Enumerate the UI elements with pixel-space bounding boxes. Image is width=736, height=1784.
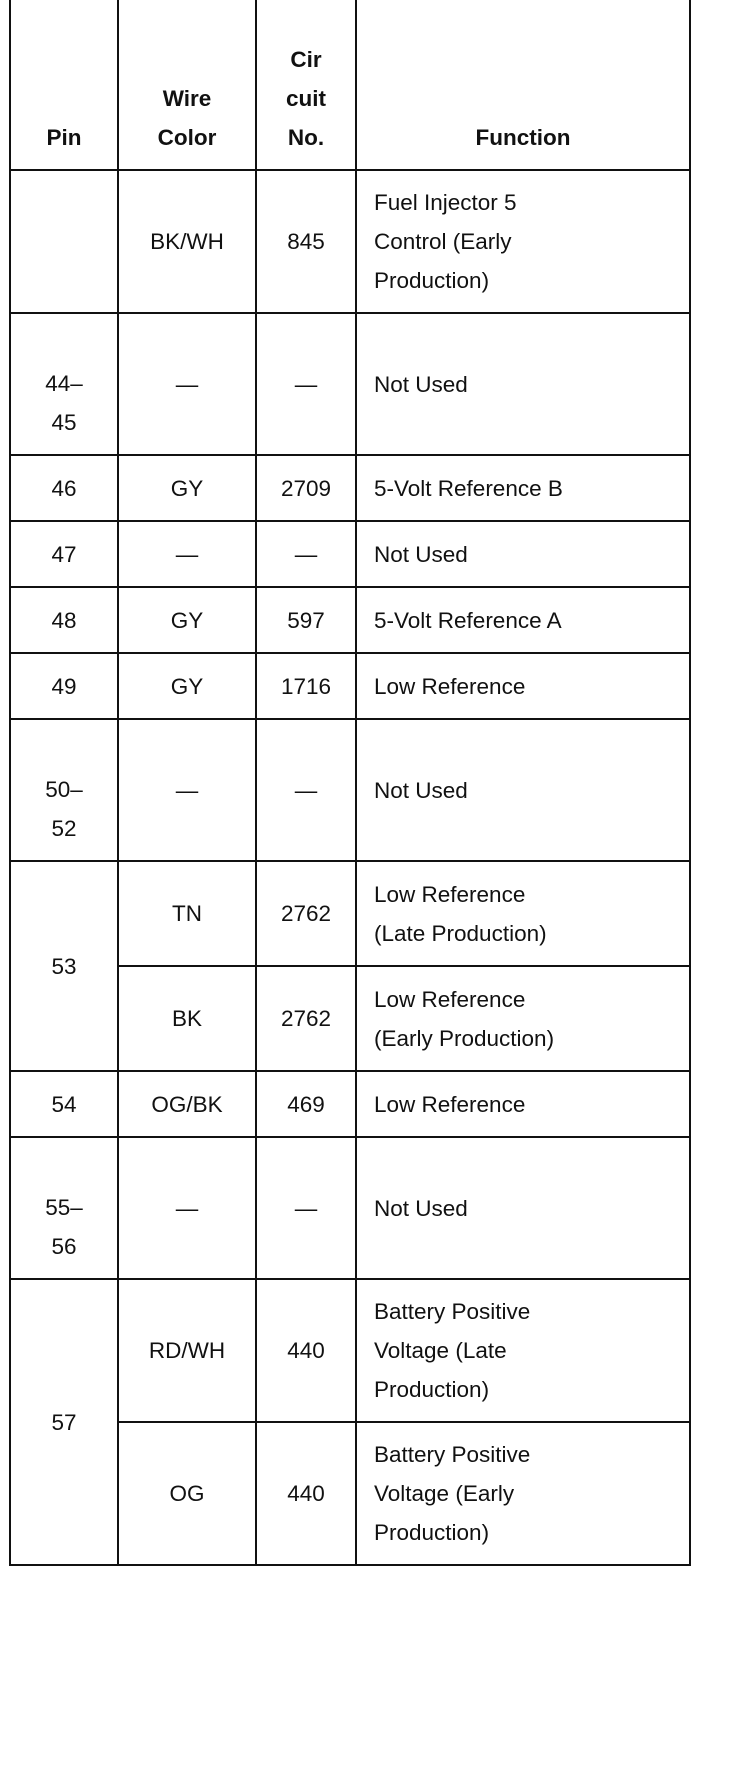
circuit-cell: 469 (256, 1071, 356, 1137)
function-cell: Battery Positive Voltage (Early Production) (356, 1422, 690, 1565)
table-row (10, 313, 690, 455)
function-cell: Low Reference (356, 653, 690, 719)
pin-cell: 50– 52 (10, 719, 118, 861)
wire-color-cell: GY (118, 455, 256, 521)
pin-cell: 48 (10, 587, 118, 653)
circuit-cell: — (256, 313, 356, 455)
header-function: Function (356, 0, 690, 170)
pin-cell: 55– 56 (10, 1137, 118, 1279)
wire-color-cell: — (118, 719, 256, 861)
pin-cell: 57 (10, 1279, 118, 1565)
wire-color-cell: GY (118, 653, 256, 719)
wire-color-cell: BK/WH (118, 170, 256, 313)
table-header-row (10, 0, 690, 170)
circuit-cell: — (256, 521, 356, 587)
function-cell: Not Used (356, 521, 690, 587)
table-row (10, 170, 690, 313)
wire-color-cell: BK (118, 966, 256, 1071)
connector-pinout-table (9, 0, 691, 1566)
wire-color-cell: TN (118, 861, 256, 966)
circuit-cell: 2762 (256, 966, 356, 1071)
circuit-cell: — (256, 1137, 356, 1279)
circuit-cell: 2762 (256, 861, 356, 966)
function-cell: Fuel Injector 5 Control (Early Production) (356, 170, 690, 313)
circuit-cell: 845 (256, 170, 356, 313)
pin-cell: 49 (10, 653, 118, 719)
table-row (10, 1137, 690, 1279)
header-wire-color: Wire Color (118, 0, 256, 170)
wire-color-cell: OG (118, 1422, 256, 1565)
function-cell: Battery Positive Voltage (Late Production) (356, 1279, 690, 1422)
circuit-cell: — (256, 719, 356, 861)
header-pin: Pin (10, 0, 118, 170)
wire-color-cell: RD/WH (118, 1279, 256, 1422)
function-cell: Low Reference (356, 1071, 690, 1137)
function-cell: Not Used (356, 719, 690, 861)
pin-cell: 47 (10, 521, 118, 587)
pin-cell: 53 (10, 861, 118, 1071)
pin-cell: 54 (10, 1071, 118, 1137)
circuit-cell: 597 (256, 587, 356, 653)
table-row (10, 861, 690, 966)
table-row (10, 455, 690, 521)
table-row (10, 1279, 690, 1422)
function-cell: Low Reference (Early Production) (356, 966, 690, 1071)
wire-color-cell: — (118, 521, 256, 587)
function-cell: Not Used (356, 313, 690, 455)
wire-color-cell: GY (118, 587, 256, 653)
circuit-cell: 2709 (256, 455, 356, 521)
pin-cell: 46 (10, 455, 118, 521)
table-row (10, 653, 690, 719)
circuit-cell: 440 (256, 1279, 356, 1422)
header-circuit-no: Cir cuit No. (256, 0, 356, 170)
pin-cell: 44– 45 (10, 313, 118, 455)
wire-color-cell: — (118, 1137, 256, 1279)
table-row (10, 521, 690, 587)
table-row (10, 719, 690, 861)
circuit-cell: 1716 (256, 653, 356, 719)
function-cell: Not Used (356, 1137, 690, 1279)
circuit-cell: 440 (256, 1422, 356, 1565)
function-cell: 5-Volt Reference A (356, 587, 690, 653)
function-cell: 5-Volt Reference B (356, 455, 690, 521)
wire-color-cell: — (118, 313, 256, 455)
function-cell: Low Reference (Late Production) (356, 861, 690, 966)
connector-pinout-table-frame (9, 0, 689, 1782)
table-row (10, 587, 690, 653)
pin-cell (10, 170, 118, 313)
table-row (10, 1071, 690, 1137)
wire-color-cell: OG/BK (118, 1071, 256, 1137)
